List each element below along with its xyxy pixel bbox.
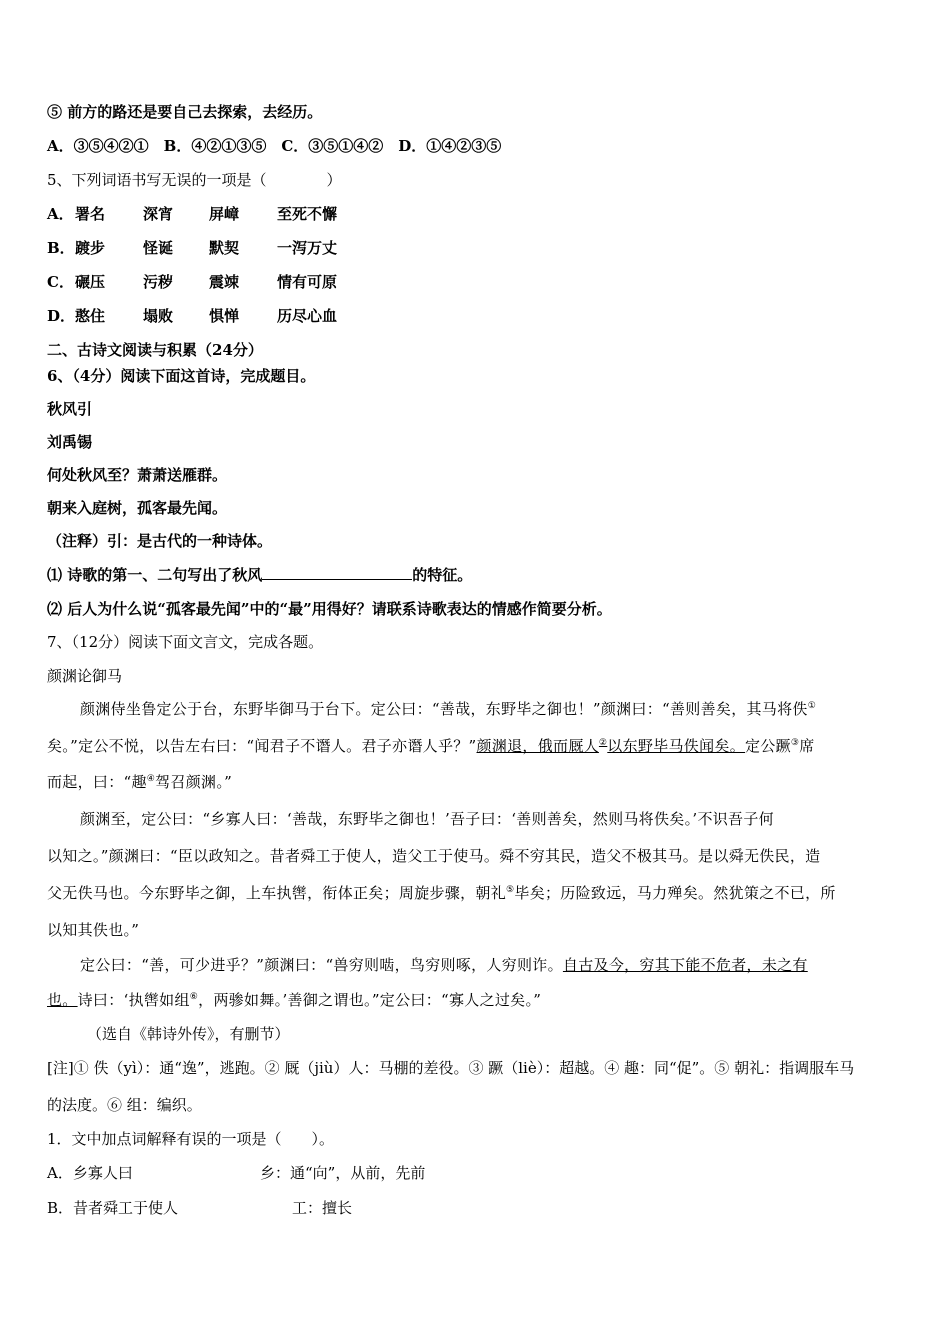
passage-p2-line1: 颜渊至，定公曰：“乡寡人曰：‘善哉，东野毕之御也！’吾子曰：‘善则善矣，然则马将佚矣。’不识吾子何 [80, 810, 774, 828]
poem-line-2: 朝来入庭树，孤客最先闻。 [47, 499, 228, 517]
option-word: 震竦 [209, 273, 240, 291]
passage-text: 驾召颜渊。” [155, 773, 233, 791]
poem-author: 刘禹锡 [47, 433, 93, 451]
passage-p1-line2 [47, 736, 907, 756]
q6-sub-1-text: ⑴ 诗歌的第一、二句写出了秋风 [47, 566, 263, 584]
underlined-sentence: 也。 [47, 991, 78, 1009]
passage-p3-line2 [47, 990, 907, 1010]
passage-p1-line3 [47, 772, 907, 792]
underlined-sentence: 自古及今，穷其下能不危者，未之有 [562, 956, 808, 974]
poem-line-1: 何处秋风至？萧萧送雁群。 [47, 466, 228, 484]
option-word: 塌败 [143, 307, 174, 325]
option-text: A．乡寡人曰 [47, 1164, 133, 1182]
note-ref: ④ [146, 774, 156, 784]
option-word: 怪诞 [143, 239, 174, 257]
option-word: 碾压 [75, 273, 106, 291]
option-letter: C． [47, 273, 74, 291]
option-word: 屏嶂 [209, 205, 240, 223]
option-letter: A． [47, 205, 74, 223]
passage-text: 而起，曰：“趣 [47, 773, 147, 791]
passage-text: ，两骖如舞。’善御之谓也。”定公曰：“寡人之过矣。” [198, 991, 542, 1009]
option-word: 深宵 [143, 205, 174, 223]
passage-text: 定公曰：“善，可少进乎？”颜渊曰：“兽穷则啮，鸟穷则啄，人穷则诈。 [80, 956, 563, 974]
q5-option-a [47, 204, 907, 224]
passage-p3-line1 [80, 955, 940, 975]
passage-p1-line1 [80, 699, 940, 719]
passage-p2-line3 [47, 883, 907, 903]
answer-blank[interactable] [262, 565, 412, 580]
q4-item-5: ⑤ 前方的路还是要自己去探索，去经历。 [47, 103, 323, 121]
q5-option-d [47, 306, 907, 326]
q6-sub-1 [47, 565, 907, 585]
annotation-line-1: [注]① 佚（yì）：通“逸”，逃跑。② 厩（jiù）人：马棚的差役。③ 蹶（liè）：超越。④ 趣：同“促”。⑤ 朝礼：指调服车马 [47, 1059, 855, 1077]
passage-text: 诗曰：‘执辔如组 [77, 991, 190, 1009]
poem-title: 秋风引 [47, 400, 93, 418]
note-ref: ③ [790, 738, 800, 748]
option-letter: D． [47, 307, 76, 325]
option-word: 默契 [209, 239, 240, 257]
option-word: 情有可原 [277, 273, 338, 291]
option-meaning: 乡：通“向”，从前，先前 [260, 1164, 426, 1182]
passage-text: 父无佚马也。今东野毕之御，上车执辔，衔体正矣；周旋步骤，朝礼 [47, 884, 507, 902]
passage-text: 定公蹶 [745, 737, 791, 755]
underlined-sentence: 颜渊退，俄而厩人 [476, 737, 599, 755]
option-letter: B． [47, 239, 75, 257]
note-ref: ② [598, 738, 608, 748]
passage-text: 毕矣；历险致远，马力殚矣。然犹策之不已，所 [514, 884, 836, 902]
option-meaning: 工：擅长 [292, 1199, 353, 1217]
section-heading: 二、古诗文阅读与积累（24分） [47, 341, 263, 359]
option-word: 署名 [75, 205, 106, 223]
q7-option-b [47, 1198, 907, 1218]
q7-sub-1-stem: 1．文中加点词解释有误的一项是（ ）。 [47, 1130, 335, 1148]
passage-text: 席 [799, 737, 815, 755]
passage-p2-line2: 以知之。”颜渊曰：“臣以政知之。昔者舜工于使人，造父工于使马。舜不穷其民，造父不极其马。是以舜无佚民，造 [47, 847, 821, 865]
option-word: 历尽心血 [277, 307, 338, 325]
note-ref: ⑤ [506, 885, 515, 895]
q6-sub-1-text-end: 的特征。 [412, 566, 473, 584]
note-ref: ⑥ [189, 992, 199, 1002]
q5-stem: 5、下列词语书写无误的一项是（ ） [47, 171, 342, 189]
q4-options: A．③⑤④②① B．④②①③⑤ C．③⑤①④② D．①④②③⑤ [47, 137, 502, 155]
q7-stem: 7、（12分）阅读下面文言文，完成各题。 [47, 633, 324, 651]
passage-text: 矣。”定公不悦，以告左右曰：“闻君子不谮人。君子亦谮人乎？” [47, 737, 477, 755]
note-ref: ① [807, 701, 817, 711]
q6-stem: 6、（4分）阅读下面这首诗，完成题目。 [47, 367, 316, 385]
annotation-line-2: 的法度。⑥ 组：编织。 [47, 1096, 202, 1114]
passage-text: 颜渊侍坐鲁定公于台，东野毕御马于台下。定公曰：“善哉，东野毕之御也！”颜渊曰：“善则善矣，其马将佚 [80, 700, 808, 718]
option-word: 至死不懈 [277, 205, 338, 223]
poem-note: （注释）引：是古代的一种诗体。 [47, 532, 273, 550]
option-word: 一泻万丈 [277, 239, 338, 257]
q5-option-c [47, 272, 907, 292]
option-word: 踱步 [75, 239, 106, 257]
passage-title: 颜渊论御马 [47, 667, 123, 685]
option-word: 憨住 [75, 307, 106, 325]
passage-p2-line4: 以知其佚也。” [47, 921, 140, 939]
q5-option-b [47, 238, 907, 258]
underlined-sentence: 以东野毕马佚闻矣。 [607, 737, 745, 755]
option-word: 惧惮 [209, 307, 240, 325]
passage-source: （选自《韩诗外传》，有删节） [87, 1025, 290, 1043]
option-text: B．昔者舜工于使人 [47, 1199, 179, 1217]
q6-sub-2: ⑵ 后人为什么说“孤客最先闻”中的“最”用得好？请联系诗歌表达的情感作简要分析。 [47, 600, 612, 618]
q7-option-a [47, 1163, 907, 1183]
option-word: 污秽 [143, 273, 174, 291]
